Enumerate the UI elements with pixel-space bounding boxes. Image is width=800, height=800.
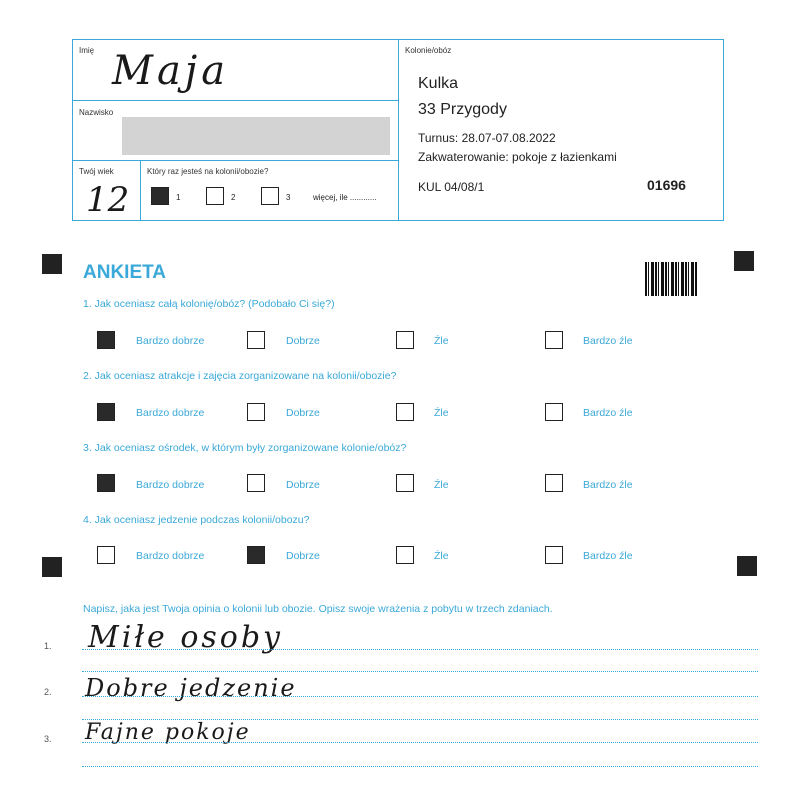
question-1: 1. Jak oceniasz całą kolonię/obóz? (Podobało Ci się?) [83,298,335,310]
q4-label-bardzo-zle: Bardzo źle [583,550,633,562]
q3-label-dobrze: Dobrze [286,479,320,491]
q3-option-zle[interactable] [396,474,414,492]
camp-label: Kolonie/obóz [405,46,452,55]
name-value: Maja [112,48,230,94]
accommodation: Zakwaterowanie: pokoje z łazienkami [418,150,617,164]
q3-label-bardzo-zle: Bardzo źle [583,479,633,491]
surname-label: Nazwisko [79,108,114,117]
registration-mark-bl [42,557,62,577]
q1-label-dobrze: Dobrze [286,335,320,347]
name-label: Imię [79,46,95,55]
q2-label-bardzo-dobrze: Bardzo dobrze [136,407,205,419]
camp-name: Kulka [418,75,459,92]
age-value: 12 [86,180,130,220]
opinion-line-2-text[interactable]: Dobre jedzenie [85,674,297,702]
q2-option-dobrze[interactable] [247,403,265,421]
q3-option-dobrze[interactable] [247,474,265,492]
q4-option-bardzo-zle[interactable] [545,546,563,564]
times-option-1: 1 [176,193,181,202]
q3-label-zle: Źle [434,479,449,491]
opinion-line-3-text[interactable]: Fajne pokoje [85,720,251,745]
header-hline-2 [72,160,399,161]
question-4: 4. Jak oceniasz jedzenie podczas kolonii/obozu? [83,514,310,526]
header-hline-1 [72,100,399,101]
header-vline-age [140,160,141,220]
q3-label-bardzo-dobrze: Bardzo dobrze [136,479,205,491]
q4-label-bardzo-dobrze: Bardzo dobrze [136,550,205,562]
survey-title: ANKIETA [83,262,167,283]
age-label: Twój wiek [79,167,114,176]
q4-label-zle: Źle [434,550,449,562]
q2-option-bardzo-dobrze[interactable] [97,403,115,421]
q4-option-dobrze[interactable] [247,546,265,564]
opinion-line-1-rule [82,649,758,650]
times-option-3: 3 [286,193,291,202]
q1-option-bardzo-dobrze[interactable] [97,331,115,349]
camp-title: 33 Przygody [418,101,507,118]
camp-code: KUL 04/08/1 [418,180,485,194]
q4-option-zle[interactable] [396,546,414,564]
times-checkbox-3[interactable] [261,187,279,205]
q1-option-zle[interactable] [396,331,414,349]
q2-label-bardzo-zle: Bardzo źle [583,407,633,419]
registration-mark-tr [734,251,754,271]
q2-option-zle[interactable] [396,403,414,421]
times-option-2: 2 [231,193,236,202]
registration-mark-br [737,556,757,576]
opinion-line-3b-rule [82,766,758,767]
header-divider [398,39,399,220]
times-more: więcej, ile ............ [313,193,377,202]
barcode [645,262,697,296]
times-label: Który raz jesteś na kolonii/obozie? [147,167,269,176]
q1-option-bardzo-zle[interactable] [545,331,563,349]
q1-label-bardzo-zle: Bardzo źle [583,335,633,347]
opinion-line-2-number: 2. [44,687,52,697]
q1-label-bardzo-dobrze: Bardzo dobrze [136,335,205,347]
question-3: 3. Jak oceniasz ośrodek, w którym były zorganizowane kolonie/obóz? [83,442,407,454]
q3-option-bardzo-dobrze[interactable] [97,474,115,492]
turnus: Turnus: 28.07-07.08.2022 [418,131,556,145]
opinion-line-3-number: 3. [44,734,52,744]
q4-label-dobrze: Dobrze [286,550,320,562]
q4-option-bardzo-dobrze[interactable] [97,546,115,564]
form-number: 01696 [647,177,686,193]
opinion-line-3-rule [82,742,758,743]
opinion-line-1-number: 1. [44,641,52,651]
opinion-line-1-text[interactable]: Miłe osoby [88,620,283,655]
redacted-surname [122,117,390,155]
opinion-line-2-rule [82,696,758,697]
registration-mark-tl [42,254,62,274]
times-checkbox-2[interactable] [206,187,224,205]
times-checkbox-1[interactable] [151,187,169,205]
opinion-line-1b-rule [82,671,758,672]
opinion-prompt: Napisz, jaka jest Twoja opinia o kolonii lub obozie. Opisz swoje wrażenia z pobytu w trzech zdaniach. [83,603,553,615]
q2-label-dobrze: Dobrze [286,407,320,419]
q2-option-bardzo-zle[interactable] [545,403,563,421]
q3-option-bardzo-zle[interactable] [545,474,563,492]
q2-label-zle: Źle [434,407,449,419]
q1-option-dobrze[interactable] [247,331,265,349]
question-2: 2. Jak oceniasz atrakcje i zajęcia zorganizowane na kolonii/obozie? [83,370,397,382]
q1-label-zle: Źle [434,335,449,347]
